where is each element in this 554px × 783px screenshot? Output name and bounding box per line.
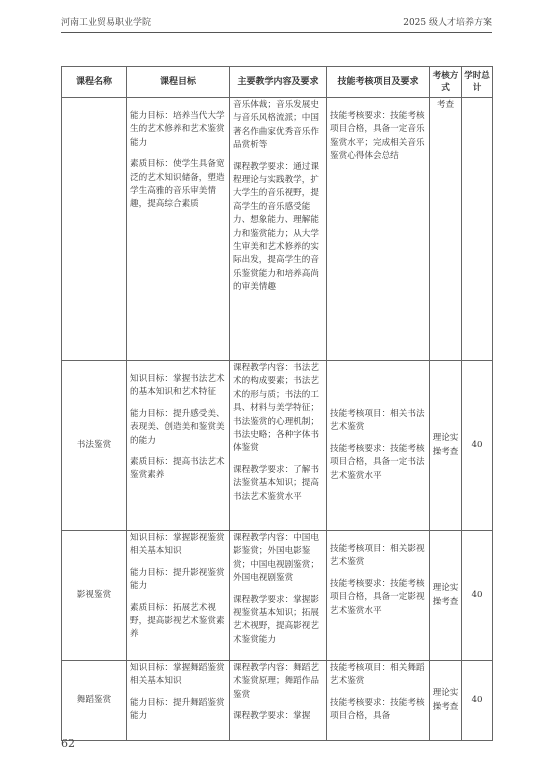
- course-table: [61, 66, 493, 741]
- goal-text: 能力目标：提升舞蹈鉴赏能力: [130, 697, 225, 722]
- table-header-row: [62, 67, 493, 98]
- assessment-method: 考查: [430, 98, 462, 361]
- skill-text: 技能考核项目：相关书法艺术鉴赏: [330, 408, 425, 433]
- skill-text: 技能考核要求：技能考核项目合格，具备一定影视艺术鉴赏水平: [330, 578, 425, 616]
- skill-text: 技能考核要求：技能考核项目合格，具备: [330, 697, 425, 722]
- assessment-method: 理论实操考查: [430, 531, 462, 661]
- content-text: 课程教学要求：掌握: [233, 711, 311, 722]
- assessment-method: 理论实操考查: [430, 661, 462, 741]
- content-text: 课程教学要求：了解书法鉴赏基本知识；提高书法艺术鉴赏水平: [233, 464, 319, 502]
- school-name: 河南工业贸易职业学院: [61, 18, 152, 28]
- course-content: [230, 361, 327, 531]
- skill-text: 技能考核项目：相关影视艺术鉴赏: [330, 544, 425, 568]
- content-text: 课程教学内容：中国电影鉴赏；外国电影鉴赏；中国电视剧鉴赏；外国电视剧鉴赏: [233, 533, 319, 584]
- course-name: 影视鉴赏: [62, 531, 127, 661]
- table-row: [62, 661, 493, 741]
- column-header: 考核方式: [430, 67, 462, 98]
- content-text: 课程教学内容：舞蹈艺术鉴赏原理；舞蹈作品鉴赏: [233, 663, 319, 700]
- column-header: 课程名称: [62, 67, 127, 98]
- content-text: 音乐体裁；音乐发展史与音乐风格流派；中国著名作曲家优秀音乐作品赏析等: [233, 100, 319, 151]
- table-row: [62, 361, 493, 531]
- column-header: 主要教学内容及要求: [230, 67, 327, 98]
- goal-text: 知识目标：掌握舞蹈鉴赏相关基本知识: [130, 663, 225, 687]
- header-rule: [61, 32, 492, 33]
- total-hours: 40: [462, 361, 493, 531]
- table-row: [62, 98, 493, 361]
- total-hours: 40: [462, 661, 493, 741]
- course-content: [230, 98, 327, 361]
- course-name: 舞蹈鉴赏: [62, 661, 127, 741]
- goal-text: 知识目标：掌握影视鉴赏相关基本知识: [130, 533, 225, 557]
- page-number: 62: [61, 737, 75, 750]
- column-header: 课程目标: [127, 67, 230, 98]
- skill-text: 技能考核要求：技能考核项目合格，具备一定音乐鉴赏水平；完成相关音乐鉴赏心得体会总结: [330, 111, 425, 162]
- content-text: 课程教学内容：书法艺术的构成要素；书法艺术的形与质；书法的工具、材料与美学特征；书法鉴赏的心理机制；书法史略；各种字体书体鉴赏: [233, 363, 319, 454]
- course-goals: [127, 661, 230, 741]
- total-hours: 40: [462, 531, 493, 661]
- goal-text: 能力目标：提升影视鉴赏能力: [130, 567, 225, 592]
- goal-text: 素质目标：拓展艺术视野，提高影视艺术鉴赏素养: [130, 602, 225, 640]
- course-content: [230, 531, 327, 661]
- column-header: 学时总计: [462, 67, 493, 98]
- course-name: [62, 98, 127, 361]
- goal-text: 知识目标：掌握书法艺术的基本知识和艺术特征: [130, 374, 225, 398]
- content-text: 课程教学要求：掌握影视鉴赏基本知识；拓展艺术视野，提高影视艺术鉴赏能力: [233, 594, 319, 645]
- total-hours: [462, 98, 493, 361]
- skill-assessment: [327, 98, 430, 361]
- skill-text: 技能考核要求：技能考核项目合格，具备一定书法艺术鉴赏水平: [330, 443, 425, 481]
- column-header: 技能考核项目及要求: [327, 67, 430, 98]
- assessment-method: 理论实操考查: [430, 361, 462, 531]
- document-title: 2025 级人才培养方案: [403, 18, 492, 28]
- course-name: 书法鉴赏: [62, 361, 127, 531]
- skill-assessment: [327, 661, 430, 741]
- goal-text: 能力目标：提升感受美、表现美、创造美和鉴赏美的能力: [130, 408, 225, 446]
- goal-text: 素质目标：提高书法艺术鉴赏素养: [130, 457, 225, 481]
- course-goals: [127, 531, 230, 661]
- skill-assessment: [327, 531, 430, 661]
- course-goals: [127, 98, 230, 361]
- page-header: [61, 16, 492, 30]
- table-row: [62, 531, 493, 661]
- goal-text: 能力目标：培养当代大学生的艺术修养和艺术鉴赏能力: [130, 111, 225, 148]
- goal-text: 素质目标：使学生具备宽泛的艺术知识储备，塑造学生高雅的音乐审美情趣，提高综合素质: [130, 159, 225, 210]
- content-text: 课程教学要求：通过课程理论与实践教学，扩大学生的音乐视野，提高学生的音乐感受能力、想象能力、理解能力和鉴赏能力；从大学生审美和艺术修养的实际出发，提高学生的音乐鉴赏能力和培养高尚的审美情趣: [233, 161, 319, 293]
- skill-assessment: [327, 361, 430, 531]
- skill-text: 技能考核项目：相关舞蹈艺术鉴赏: [330, 663, 425, 687]
- course-content: [230, 661, 327, 741]
- course-goals: [127, 361, 230, 531]
